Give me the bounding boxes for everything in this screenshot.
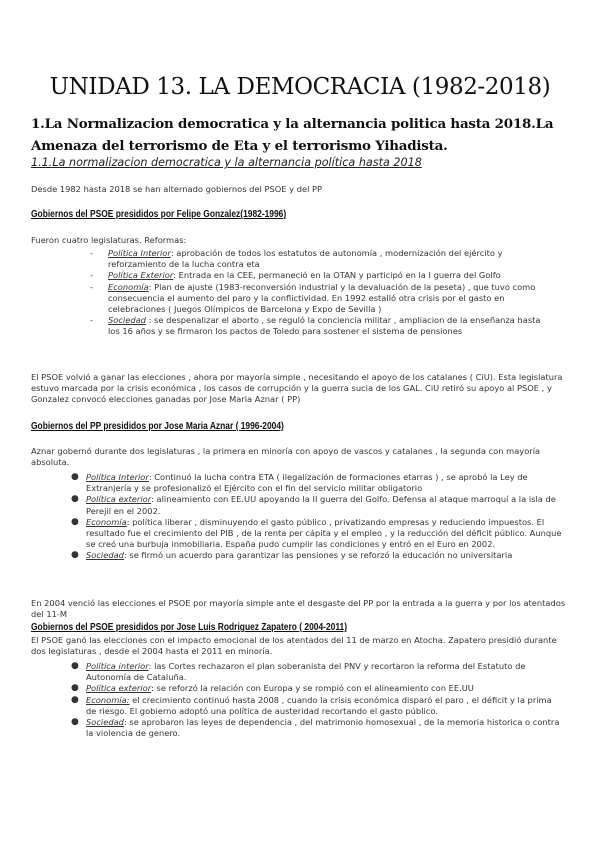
list-item: ● Política interior: las Cortes rechazaron el plan soberanista del PNV y recortaron la reforma del Estatuto de Autonomía de Cataluña.	[71, 661, 526, 683]
list-item: - Política Exterior: Entrada en la CEE, permaneció en la OTAN y participó en la I guerra del Golfo	[90, 270, 501, 281]
list-item: - Economía: Plan de ajuste (1983-reconversión industrial y la devaluación de la peseta) , que tuvo como consecuencia el aumento del paro y la conflictividad. En 1992 estalló otra crisis por el gasto en celebraciones ( Juegos Olímpicos de Barcelona y Expo de Sevilla )	[90, 281, 536, 315]
subsection-title: 1.1.La normalizacion democratica y la alternancia política hasta 2018	[31, 156, 422, 169]
zapatero-lead: El PSOE ganó las elecciones con el impacto emocional de los atentados del 11 de marzo en Atocha. Zapatero presidió durante dos legislaturas , desde el 2004 hasta el 2011 en minoría.	[31, 635, 557, 657]
list-item: ● Economía: el crecimiento continuó hasta 2008 , cuando la crisis económica disparó el paro , el déficit y la prima de riesgo. El gobierno adoptó una política de austeridad recortando el gasto público.	[71, 694, 552, 716]
list-item: ● Sociedad: se aprobaron las leyes de dependencia , del matrimonio homosexual , de la memoria historica o contra la violencia de genero.	[71, 717, 560, 739]
list-item: ● Sociedad: se firmó un acuerdo para garantizar las pensiones y se reforzó la educación no universitaria	[71, 550, 513, 561]
section-title: 1.La Normalizacion democratica y la alternancia politica hasta 2018.La Amenaza del terrorismo de Eta y el terrorismo Yihadista.	[31, 116, 554, 154]
intro-text: Desde 1982 hasta 2018 se han alternado gobiernos del PSOE y del PP	[31, 184, 323, 194]
list-item: ● Economía: política liberar , disminuyendo el gasto público , privatizando empresas y reduciendo impuestos. El resultado fue el crecimiento del PIB , de la renta per cápita y el empleo , y la reducción del déficit público. Aunque se creó una burbuja inmobiliaria. España pudo cumplir las condiciones y entró en el Euro en 2002.	[71, 516, 562, 550]
gonzalez-heading: Gobiernos del PSOE presididos por Felipe Gonzalez(1982-1996)	[31, 209, 287, 220]
gonzalez-reform-list	[90, 248, 548, 338]
page-title: UNIDAD 13. LA DEMOCRACIA (1982-2018)	[49, 74, 551, 100]
list-item: - Política Interior: aprobación de todos los estatutos de autonomía , modernización del ejército y reforzamiento de la lucha contra eta	[90, 248, 503, 270]
gonzalez-lead: Fueron cuatro legislaturas. Reformas:	[31, 235, 187, 245]
aznar-lead: Aznar gobernó durante dos legislaturas , la primera en minoría con apoyo de vascos y catalanes , la segunda con mayoría absoluta.	[31, 446, 541, 468]
list-item: - Sociedad : se despenalizar el aborto , se reguló la conciencia militar , ampliacion de la enseñanza hasta los 16 años y se firmaron los pactos de Toledo para sostener el sistema de pensiones	[90, 315, 541, 337]
aznar-closing: En 2004 venció las elecciones el PSOE por mayoría simple ante el desgaste del PP por la entrada a la guerra y por los atentados del 11-M	[31, 598, 566, 620]
zapatero-heading: Gobiernos del PSOE presididos por Jose Luis Rodriguez Zapatero ( 2004-2011)	[31, 622, 348, 633]
list-item: ● Política exterior: alineamiento con EE.UU apoyando la II guerra del Golfo. Defensa al ataque marroquí a la isla de Perejil en el 2002.	[71, 494, 556, 516]
gonzalez-closing: El PSOE volvió a ganar las elecciones , ahora por mayoría simple , necesitando el apoyo de los catalanes ( CiU). Esta legislatura estuvo marcada por la crisis económica , los casos de corrupción y la guerra sucia de los GAL. CiU retiró su apoyo al PSOE , y Gonzalez convocó elecciones ganadas por Jose Maria Aznar ( PP)	[31, 372, 563, 405]
list-item: ● Política Interior: Continuó la lucha contra ETA ( ilegalización de formaciones etarras ) , se aprobó la Ley de Extranjería y se profesionalizó el Ejército con el fin del servicio militar obligatorio	[71, 472, 528, 494]
aznar-heading: Gobiernos del PP presididos por Jose Maria Aznar ( 1996-2004)	[31, 421, 284, 432]
list-item: ● Política exterior: se reforzó la relación con Europa y se rompió con el alineamiento con EE.UU	[71, 683, 474, 694]
aznar-reform-list	[71, 472, 564, 562]
zapatero-reform-list	[71, 661, 564, 739]
